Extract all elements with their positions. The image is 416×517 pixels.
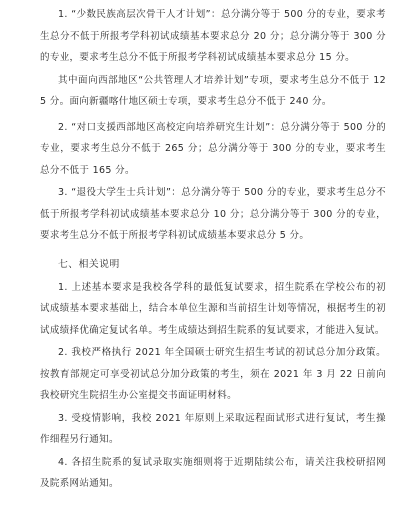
section-heading: 七、相关说明 xyxy=(58,258,120,270)
paragraph-basic-requirements-note: 1. 上述基本要求是我校各学科的最低复试要求，招生院系在学校公布的初试成绩基本要求基础上，结合本单位生源和当前招生计划等情况，根据考生的初试成绩择优确定复试名单。考生成绩达到招生院系的复试要求，才能进入复试。 xyxy=(40,281,386,336)
paragraph-bonus-points-policy: 2. 我校严格执行 2021 年全国硕士研究生招生考试的初试总分加分政策。按教育部规定可享受初试总分加分政策的考生，须在 2021 年 3 月 22 日前向我校研究生院招生办公室提交书面证明材料。 xyxy=(40,347,386,401)
paragraph-admission-rules-note: 4. 各招生院系的复试录取实施细则将于近期陆续公布，请关注我校研招网及院系网站通知。 xyxy=(40,456,386,489)
paragraph-veteran-student-plan: 3. “退役大学生士兵计划”：总分满分等于 500 分的专业，要求考生总分不低于所报考学科初试成绩基本要求总分 10 分；总分满分等于 300 分的专业，要求考生总分不低于所报考学科初试成绩基本要求总分 5 分。 xyxy=(40,187,386,241)
paragraph-remote-interview-note: 3. 受疫情影响，我校 2021 年原则上采取远程面试形式进行复试，考生操作细程另行通知。 xyxy=(40,412,386,445)
paragraph-public-management-special: 其中面向西部地区“公共管理人才培养计划”专项，要求考生总分不低于 125 分。面向新疆喀什地区硕士专项，要求考生总分不低于 240 分。 xyxy=(40,74,386,107)
paragraph-western-support-plan: 2. “对口支援西部地区高校定向培养研究生计划”：总分满分等于 500 分的专业，要求考生总分不低于 265 分；总分满分等于 300 分的专业，要求考生总分不低于 165 分。 xyxy=(40,121,386,176)
paragraph-minority-talent-plan: 1. “少数民族高层次骨干人才计划”：总分满分等于 500 分的专业，要求考生总分不低于所报考学科初试成绩基本要求总分 20 分；总分满分等于 300 分的专业，要求考生总分不低于所报考学科初试成绩基本要求总分 15 分。 xyxy=(40,9,386,63)
